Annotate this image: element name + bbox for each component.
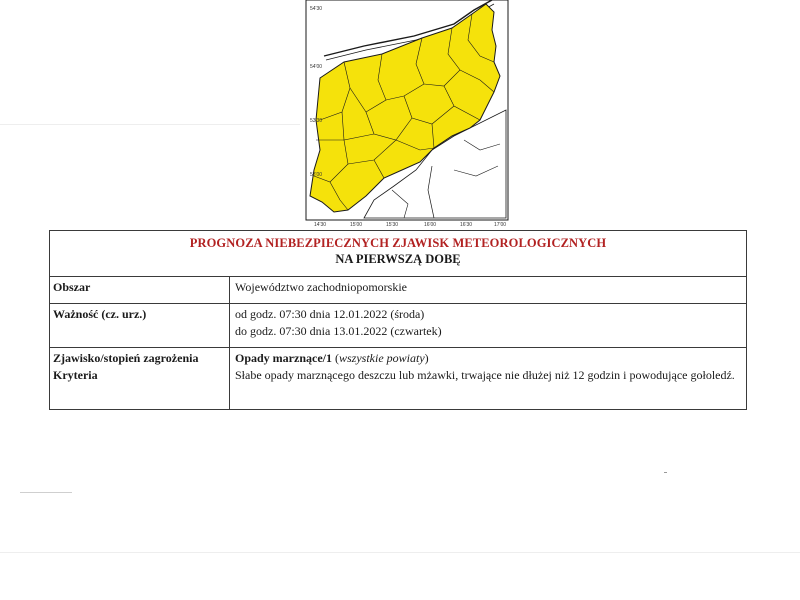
phenomenon-value: [230, 348, 746, 409]
phenomenon-heading: Opady marznące/1 (wszystkie powiaty): [235, 351, 429, 365]
forecast-table: [49, 230, 747, 410]
lon-tick-6: 17'00: [494, 222, 507, 226]
phenomenon-name: Opady marznące/1: [235, 351, 332, 365]
area-value: Województwo zachodniopomorskie: [235, 280, 407, 294]
lat-tick-4: 53'00: [310, 172, 323, 178]
area-label: Obszar: [50, 277, 230, 303]
scan-line-bottom: [0, 552, 800, 553]
phenomenon-label: [50, 348, 230, 409]
phenomenon-scope: wszystkie powiaty: [339, 351, 425, 365]
validity-to: do godz. 07:30 dnia 13.01.2022 (czwartek): [235, 324, 442, 338]
scan-mark-right: [664, 472, 667, 473]
voivodeship-warning-map: [304, 0, 510, 226]
forecast-title: [50, 231, 746, 277]
validity-label: Ważność (cz. urz.): [50, 304, 230, 347]
phenomenon-label-line1: Zjawisko/stopień zagrożenia: [53, 351, 199, 365]
scan-mark-left: [20, 492, 72, 493]
scan-line-top: [0, 124, 300, 125]
criteria-text: Słabe opady marznącego deszczu lub mżawki, trwające nie dłużej niż 12 godzin i powodujące gołoledź.: [235, 368, 735, 382]
validity-from: od godz. 07:30 dnia 12.01.2022 (środa): [235, 307, 425, 321]
lat-tick-1: 54'30: [310, 6, 323, 12]
lon-tick-1: 14'30: [314, 222, 327, 226]
validity-value: [230, 304, 746, 347]
row-validity: [50, 304, 746, 348]
row-area: [50, 277, 746, 304]
forecast-title-sub: NA PIERWSZĄ DOBĘ: [335, 252, 461, 266]
phenomenon-label-line2: Kryteria: [53, 368, 98, 382]
lat-tick-2: 54'00: [310, 64, 323, 70]
lon-tick-2: 15'00: [350, 222, 363, 226]
map-svg: [304, 0, 510, 226]
lat-tick-3: 53'30: [310, 118, 323, 124]
lon-tick-3: 15'30: [386, 222, 399, 226]
lon-tick-4: 16'00: [424, 222, 437, 226]
forecast-title-main: PROGNOZA NIEBEZPIECZNYCH ZJAWISK METEOROLOGICZNYCH: [189, 236, 607, 250]
row-phenomenon: [50, 348, 746, 409]
lon-tick-5: 16'30: [460, 222, 473, 226]
